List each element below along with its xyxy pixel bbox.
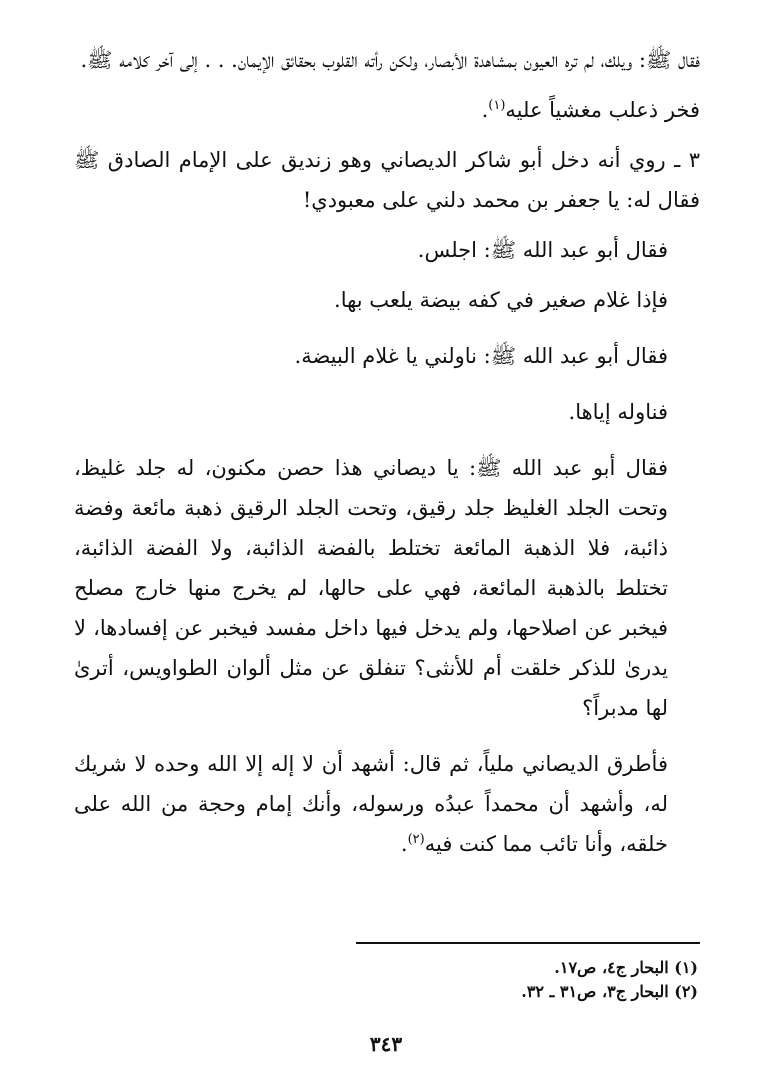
paragraph-1: فقال ﷺ: ويلك، لم تره العيون بمشاهدة الأبصار، ولكن رأته القلوب بحقائق الإيمان. . . إلى آخر كلامه ﷺ. xyxy=(80,48,700,72)
page-number: ٣٤٣ xyxy=(369,1032,403,1056)
paragraph-4: فقال أبو عبد الله ﷺ: اجلس. xyxy=(417,238,668,262)
main-text xyxy=(74,40,700,864)
footnote-2: (٢) البحار ج٣، ص٣١ ـ ٣٢. xyxy=(521,982,698,1001)
footnote-divider xyxy=(356,942,700,944)
paragraph-9-end: . xyxy=(400,832,408,856)
paragraph-5: فإذا غلام صغير في كفه بيضة يلعب بها. xyxy=(334,288,668,312)
paragraph-9-text: فأطرق الديصاني ملياً، ثم قال: أشهد أن لا إله إلا الله وحده لا شريك له، وأشهد أن محمداً عبدُه ورسوله، وأنك إمام وحجة من الله على خلقه، وأنا تائب مما كنت فيه xyxy=(74,752,668,856)
footnote-1: (١) البحار ج٤، ص١٧. xyxy=(554,958,698,977)
paragraph-2-end: . xyxy=(481,98,489,122)
paragraph-6: فقال أبو عبد الله ﷺ: ناولني يا غلام البيضة. xyxy=(294,344,668,368)
paragraph-2 xyxy=(74,90,700,130)
paragraph-8: فقال أبو عبد الله ﷺ: يا ديصاني هذا حصن مكنون، له جلد غليظ، وتحت الجلد الغليظ جلد رقيق، وتحت الجلد الرقيق ذهبة مائعة وفضة ذائبة، فلا الذهبة المائعة تختلط بالفضة الذائبة، ولا الفضة الذائبة، تختلط بالذهبة المائعة، فهي على حالها، لم يخرج منها خارج مصلح فيخبر عن اصلاحها، ولم يدخل فيها داخل مفسد فيخبر عن إفسادها، لا يدرىٰ للذكر خلقت أم للأنثى؟ تنفلق عن مثل ألوان الطواويس، أترىٰ لها مدبراً؟ xyxy=(74,456,668,720)
paragraph-3: ٣ ـ روي أنه دخل أبو شاكر الديصاني وهو زنديق على الإمام الصادق ﷺ فقال له: يا جعفر بن محمد دلني على معبودي! xyxy=(74,148,700,212)
paragraph-7: فناوله إياها. xyxy=(568,400,668,424)
paragraph-9 xyxy=(74,744,700,864)
paragraph-2-text: فخر ذعلب مغشياً عليه xyxy=(505,98,700,122)
footnote-ref-1[interactable]: (١) xyxy=(488,98,506,113)
footnote-ref-2[interactable]: (٢) xyxy=(407,832,425,847)
footnotes xyxy=(300,956,698,1004)
